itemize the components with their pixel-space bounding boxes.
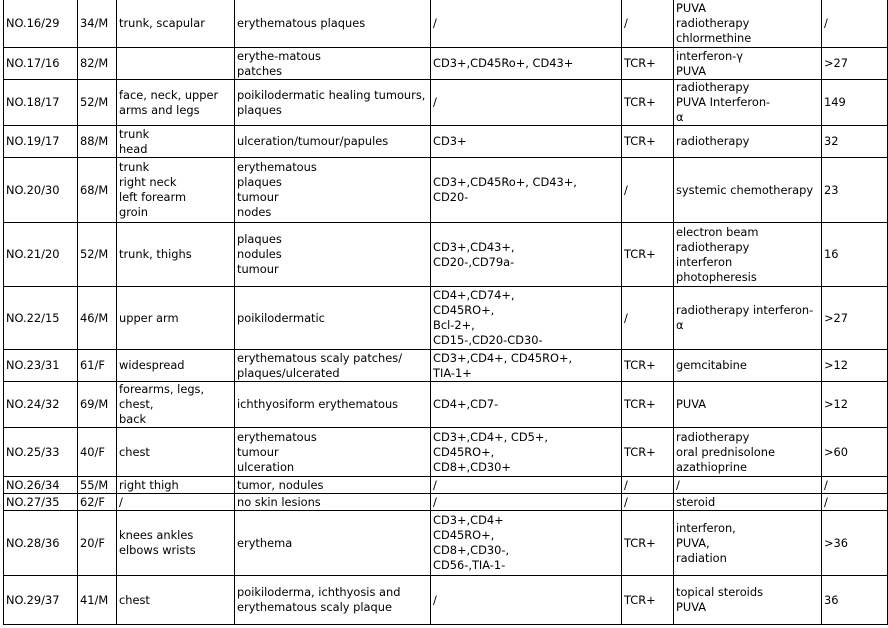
treatment-cell: radiotherapy oral prednisolone azathioprine bbox=[674, 428, 822, 477]
immunophenotype-cell: CD3+,CD4+, CD45RO+, TIA-1+ bbox=[431, 350, 622, 382]
case-id-cell: NO.17/16 bbox=[4, 48, 78, 80]
tcr-cell: TCR+ bbox=[622, 80, 674, 126]
site-cell: upper arm bbox=[117, 287, 235, 350]
follow-up-cell: 149 bbox=[822, 80, 888, 126]
lesion-cell: poikilodermatic healing tumours, plaques bbox=[235, 80, 431, 126]
case-id-cell: NO.21/20 bbox=[4, 223, 78, 287]
age-sex-cell: 41/M bbox=[78, 576, 117, 625]
tcr-cell: / bbox=[622, 158, 674, 223]
site-cell: chest bbox=[117, 576, 235, 625]
follow-up-cell: >60 bbox=[822, 428, 888, 477]
immunophenotype-cell: / bbox=[431, 576, 622, 625]
treatment-cell: steroid bbox=[674, 494, 822, 511]
table-row bbox=[4, 428, 888, 477]
age-sex-cell: 69/M bbox=[78, 382, 117, 428]
age-sex-cell: 46/M bbox=[78, 287, 117, 350]
treatment-cell: interferon-γ PUVA bbox=[674, 48, 822, 80]
case-id-cell: NO.28/36 bbox=[4, 511, 78, 576]
age-sex-cell: 62/F bbox=[78, 494, 117, 511]
treatment-cell: PUVA radiotherapy chlormethine bbox=[674, 0, 822, 48]
site-cell: trunk head bbox=[117, 126, 235, 158]
treatment-cell: systemic chemotherapy bbox=[674, 158, 822, 223]
lesion-cell: ulceration/tumour/papules bbox=[235, 126, 431, 158]
tcr-cell: / bbox=[622, 494, 674, 511]
treatment-cell: topical steroids PUVA bbox=[674, 576, 822, 625]
case-id-cell: NO.29/37 bbox=[4, 576, 78, 625]
table-row bbox=[4, 494, 888, 511]
immunophenotype-cell: / bbox=[431, 494, 622, 511]
case-id-cell: NO.25/33 bbox=[4, 428, 78, 477]
lesion-cell: plaques nodules tumour bbox=[235, 223, 431, 287]
tcr-cell: TCR+ bbox=[622, 511, 674, 576]
tcr-cell: TCR+ bbox=[622, 428, 674, 477]
immunophenotype-cell: / bbox=[431, 80, 622, 126]
lesion-cell: erythematous tumour ulceration bbox=[235, 428, 431, 477]
case-id-cell: NO.19/17 bbox=[4, 126, 78, 158]
immunophenotype-cell: CD3+ bbox=[431, 126, 622, 158]
treatment-cell: interferon, PUVA, radiation bbox=[674, 511, 822, 576]
age-sex-cell: 61/F bbox=[78, 350, 117, 382]
treatment-cell: electron beam radiotherapy interferon photopheresis bbox=[674, 223, 822, 287]
lesion-cell: erythema bbox=[235, 511, 431, 576]
case-id-cell: NO.23/31 bbox=[4, 350, 78, 382]
treatment-cell: PUVA bbox=[674, 382, 822, 428]
lesion-cell: poikilodermatic bbox=[235, 287, 431, 350]
tcr-cell: TCR+ bbox=[622, 48, 674, 80]
treatment-cell: radiotherapy interferon-α bbox=[674, 287, 822, 350]
tcr-cell: TCR+ bbox=[622, 576, 674, 625]
immunophenotype-cell: CD4+,CD74+, CD45RO+, Bcl-2+, CD15-,CD20-CD30- bbox=[431, 287, 622, 350]
table-row bbox=[4, 350, 888, 382]
tcr-cell: TCR+ bbox=[622, 350, 674, 382]
treatment-cell: radiotherapy PUVA Interferon- α bbox=[674, 80, 822, 126]
follow-up-cell: / bbox=[822, 477, 888, 494]
treatment-cell: radiotherapy bbox=[674, 126, 822, 158]
treatment-cell: / bbox=[674, 477, 822, 494]
site-cell: face, neck, upper arms and legs bbox=[117, 80, 235, 126]
follow-up-cell: 36 bbox=[822, 576, 888, 625]
age-sex-cell: 82/M bbox=[78, 48, 117, 80]
age-sex-cell: 52/M bbox=[78, 80, 117, 126]
treatment-cell: gemcitabine bbox=[674, 350, 822, 382]
site-cell: trunk, scapular bbox=[117, 0, 235, 48]
lesion-cell: erythematous plaques bbox=[235, 0, 431, 48]
site-cell: / bbox=[117, 494, 235, 511]
case-id-cell: NO.18/17 bbox=[4, 80, 78, 126]
table-row bbox=[4, 48, 888, 80]
lesion-cell: ichthyosiform erythematous bbox=[235, 382, 431, 428]
case-id-cell: NO.26/34 bbox=[4, 477, 78, 494]
tcr-cell: TCR+ bbox=[622, 382, 674, 428]
lesion-cell: erythe-matous patches bbox=[235, 48, 431, 80]
follow-up-cell: 16 bbox=[822, 223, 888, 287]
lesion-cell: erythematous plaques tumour nodes bbox=[235, 158, 431, 223]
age-sex-cell: 40/F bbox=[78, 428, 117, 477]
tcr-cell: / bbox=[622, 287, 674, 350]
tcr-cell: / bbox=[622, 477, 674, 494]
case-table bbox=[3, 0, 888, 625]
age-sex-cell: 55/M bbox=[78, 477, 117, 494]
tcr-cell: TCR+ bbox=[622, 126, 674, 158]
table-row bbox=[4, 382, 888, 428]
immunophenotype-cell: / bbox=[431, 477, 622, 494]
follow-up-cell: / bbox=[822, 494, 888, 511]
table-row bbox=[4, 511, 888, 576]
tcr-cell: / bbox=[622, 0, 674, 48]
table-row bbox=[4, 287, 888, 350]
follow-up-cell: >12 bbox=[822, 350, 888, 382]
case-id-cell: NO.22/15 bbox=[4, 287, 78, 350]
site-cell: chest bbox=[117, 428, 235, 477]
lesion-cell: poikiloderma, ichthyosis and erythematous scaly plaque bbox=[235, 576, 431, 625]
case-id-cell: NO.27/35 bbox=[4, 494, 78, 511]
immunophenotype-cell: / bbox=[431, 0, 622, 48]
table-row bbox=[4, 80, 888, 126]
immunophenotype-cell: CD3+,CD4+ CD45RO+, CD8+,CD30-, CD56-,TIA-1- bbox=[431, 511, 622, 576]
age-sex-cell: 88/M bbox=[78, 126, 117, 158]
immunophenotype-cell: CD3+,CD4+, CD5+, CD45RO+, CD8+,CD30+ bbox=[431, 428, 622, 477]
follow-up-cell: >27 bbox=[822, 287, 888, 350]
site-cell: forearms, legs, chest, back bbox=[117, 382, 235, 428]
case-id-cell: NO.20/30 bbox=[4, 158, 78, 223]
site-cell bbox=[117, 48, 235, 80]
immunophenotype-cell: CD3+,CD45Ro+, CD43+, CD20- bbox=[431, 158, 622, 223]
table-row bbox=[4, 158, 888, 223]
age-sex-cell: 20/F bbox=[78, 511, 117, 576]
follow-up-cell: 32 bbox=[822, 126, 888, 158]
follow-up-cell: 23 bbox=[822, 158, 888, 223]
immunophenotype-cell: CD4+,CD7- bbox=[431, 382, 622, 428]
site-cell: knees ankles elbows wrists bbox=[117, 511, 235, 576]
case-table-body bbox=[4, 0, 888, 625]
follow-up-cell: >27 bbox=[822, 48, 888, 80]
immunophenotype-cell: CD3+,CD45Ro+, CD43+ bbox=[431, 48, 622, 80]
case-id-cell: NO.24/32 bbox=[4, 382, 78, 428]
table-row bbox=[4, 126, 888, 158]
site-cell: trunk right neck left forearm groin bbox=[117, 158, 235, 223]
immunophenotype-cell: CD3+,CD43+, CD20-,CD79a- bbox=[431, 223, 622, 287]
age-sex-cell: 68/M bbox=[78, 158, 117, 223]
follow-up-cell: >36 bbox=[822, 511, 888, 576]
site-cell: widespread bbox=[117, 350, 235, 382]
age-sex-cell: 34/M bbox=[78, 0, 117, 48]
lesion-cell: no skin lesions bbox=[235, 494, 431, 511]
table-row bbox=[4, 0, 888, 48]
table-row bbox=[4, 477, 888, 494]
table-row bbox=[4, 223, 888, 287]
site-cell: right thigh bbox=[117, 477, 235, 494]
age-sex-cell: 52/M bbox=[78, 223, 117, 287]
table-row bbox=[4, 576, 888, 625]
follow-up-cell: >12 bbox=[822, 382, 888, 428]
tcr-cell: TCR+ bbox=[622, 223, 674, 287]
lesion-cell: erythematous scaly patches/ plaques/ulcerated bbox=[235, 350, 431, 382]
lesion-cell: tumor, nodules bbox=[235, 477, 431, 494]
case-id-cell: NO.16/29 bbox=[4, 0, 78, 48]
follow-up-cell: / bbox=[822, 0, 888, 48]
site-cell: trunk, thighs bbox=[117, 223, 235, 287]
